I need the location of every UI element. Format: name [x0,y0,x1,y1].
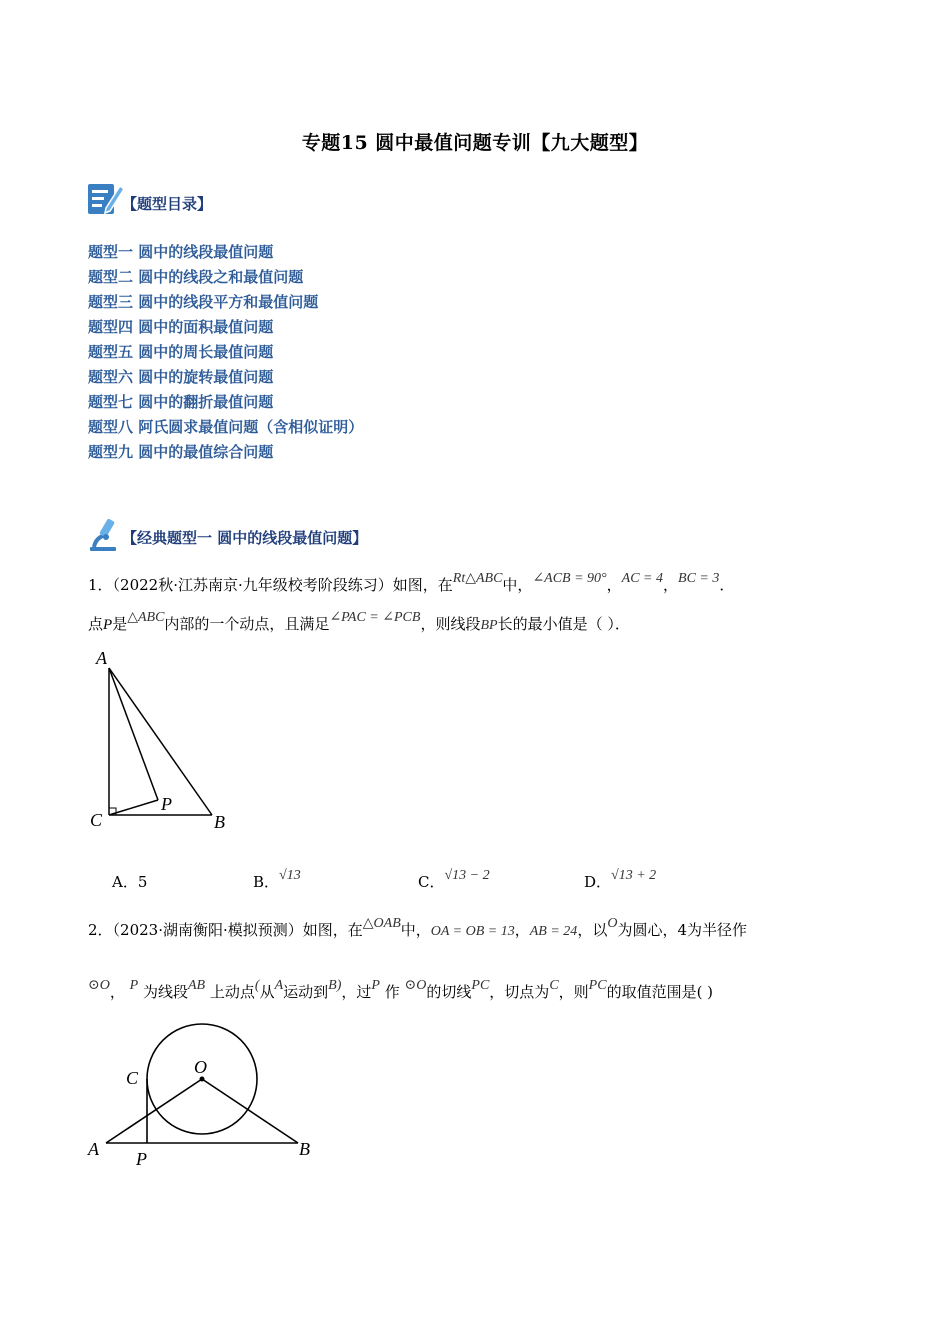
option-label: C． [418,873,445,891]
toc-heading: 【题型目录】 [122,195,213,213]
text: 长的最小值是（ ）． [497,615,630,633]
text: ，则线段 [420,615,481,633]
text: 为圆心，4为半径作 [617,921,747,939]
math-triangle: Rt△ABC [452,571,503,586]
math-a: A [274,978,284,993]
toc-item[interactable]: 题型四 圆中的面积最值问题 [88,318,274,336]
text: 从 [259,983,275,1001]
math-triangle-2: △ABC [127,610,165,625]
toc-item[interactable]: 题型二 圆中的线段之和最值问题 [88,268,304,286]
question-source: （2022秋·江苏南京·九年级校考阶段练习）如图，在 [112,576,453,594]
math-circle: ⊙O [88,978,110,993]
math-equal: OA = OB = 13 [430,924,515,939]
math-pc: PC [471,978,490,993]
label-c: C [126,1068,139,1088]
text: ． [719,576,735,594]
text: ， [663,576,679,594]
toc-item[interactable]: 题型九 圆中的最值综合问题 [88,443,274,461]
question-number: 1． [88,576,113,594]
label-o: O [194,1057,207,1077]
label-a: A [88,1139,99,1159]
point-p: P [103,617,113,633]
option-value: √13 − 2 [444,868,490,883]
label-p: P [136,1149,147,1169]
math-c: C [549,978,559,993]
math-b: B) [328,978,342,993]
text: 中， [502,576,533,594]
math-p: P [371,978,380,993]
toc-item[interactable]: 题型一 圆中的线段最值问题 [88,243,274,261]
math-paren: ( [254,978,260,993]
text: ，则 [558,983,589,1001]
toc-item[interactable]: 题型六 圆中的旋转最值问题 [88,368,274,386]
label-a: A [96,648,107,668]
question-source: （2023·湖南衡阳·模拟预测）如图，在 [112,921,363,939]
text: 作 [384,983,400,1001]
label-b: B [214,812,225,832]
math-circle: ⊙O [404,978,427,993]
text: ， [109,983,125,1001]
math-ab: AB = 24 [529,924,578,939]
text: 中， [400,921,431,939]
option-label: A． [112,873,138,891]
text: ，切点为 [489,983,550,1001]
section-heading: 【经典题型一 圆中的线段最值问题】 [122,529,368,547]
label-b: B [299,1139,310,1159]
toc-item[interactable]: 题型七 圆中的翻折最值问题 [88,393,274,411]
math-bc: BC = 3 [678,571,720,586]
page-title: 专题15 圆中最值问题专训【九大题型】 [301,132,649,154]
text: 的切线 [426,983,472,1001]
segment-oa [106,1079,202,1143]
text: 的取值范围是( ) [606,983,714,1001]
math-bp: BP [480,618,498,633]
question-number: 2． [88,921,113,939]
text: 内部的一个动点，且满足 [164,615,330,633]
text: 为线段 [142,983,188,1001]
option-value: 5 [137,873,148,891]
segment-ob [202,1079,298,1143]
label-c: C [90,810,103,830]
label-p: P [161,794,172,814]
math-ac: AC = 4 [621,571,664,586]
math-p: P [129,978,139,993]
text: ，以 [577,921,608,939]
toc-item[interactable]: 题型五 圆中的周长最值问题 [88,343,274,361]
text: 是 [112,615,128,633]
text: ，过 [341,983,372,1001]
math-condition: ∠PAC = ∠PCB [329,610,421,625]
text: ， [514,921,530,939]
option-value: √13 + 2 [611,868,657,883]
math-pc: PC [588,978,607,993]
option-label: B． [253,873,280,891]
math-triangle: △OAB [362,916,401,931]
toc-item[interactable]: 题型三 圆中的线段平方和最值问题 [88,293,319,311]
math-angle: ∠ACB = 90° [532,571,607,586]
text: 上动点 [209,983,255,1001]
option-label: D． [584,873,612,891]
math-ab: AB [188,978,206,993]
text: 点 [88,615,104,633]
text: ， [606,576,622,594]
math-o: O [607,916,618,931]
toc-item[interactable]: 题型八 阿氏圆求最值问题（含相似证明） [88,418,364,436]
text: 运动到 [283,983,329,1001]
option-value: √13 [279,868,301,883]
